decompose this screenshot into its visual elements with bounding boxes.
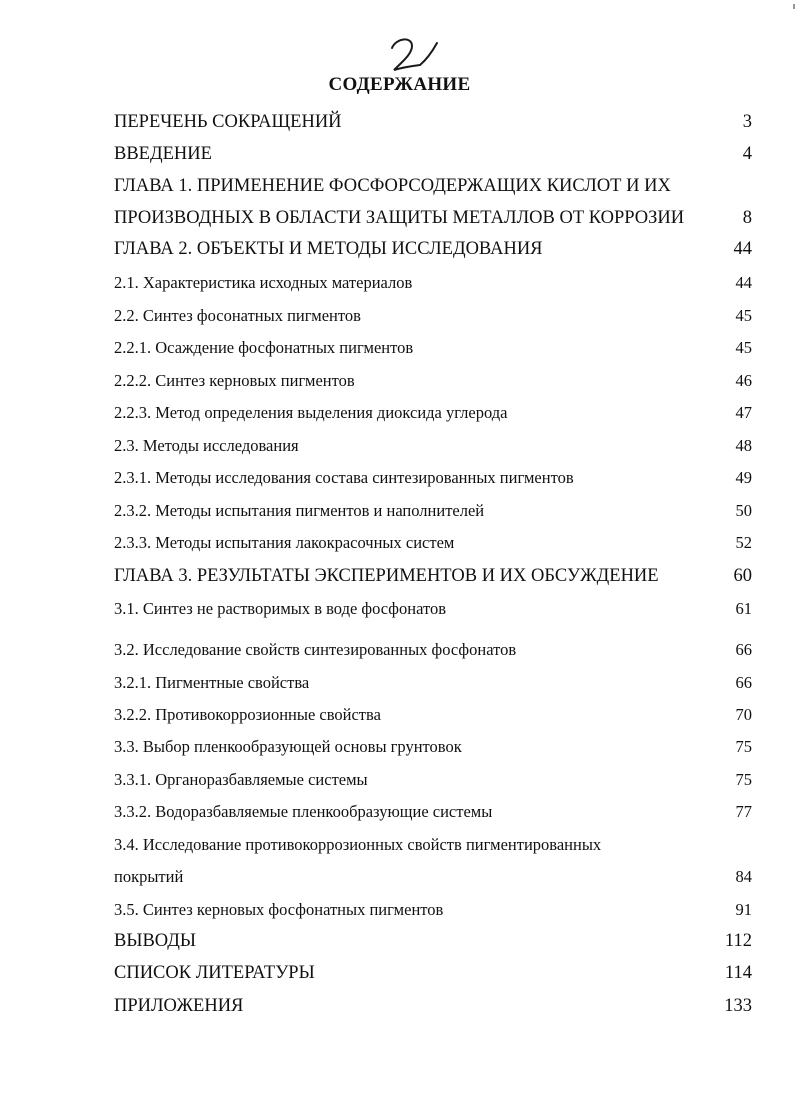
toc-entry-title: 2.2.1. Осаждение фосфонатных пигментов — [114, 338, 414, 357]
toc-entry-page: 66 — [735, 673, 752, 692]
toc-entry-page: 49 — [735, 468, 752, 487]
toc-entry-title: 3.5. Синтез керновых фосфонатных пигментов — [114, 900, 444, 919]
toc-entry-page: 61 — [735, 599, 752, 618]
toc-entry — [114, 400, 752, 426]
toc-entry — [114, 670, 752, 696]
toc-entry-title: ГЛАВА 1. ПРИМЕНЕНИЕ ФОСФОРСОДЕРЖАЩИХ КИСЛОТ И ИХ — [114, 176, 671, 196]
page-title: СОДЕРЖАНИЕ — [328, 74, 471, 95]
toc-entry — [114, 637, 752, 663]
scan-artifact — [793, 4, 795, 9]
toc-entry — [114, 433, 752, 459]
toc-entry — [114, 799, 752, 825]
toc-entry — [114, 734, 752, 760]
toc-entry — [114, 864, 752, 890]
toc-entry-page: 112 — [724, 931, 752, 951]
toc-entry-title: 3.2.2. Противокоррозионные свойства — [114, 705, 381, 724]
toc-entry-title: ГЛАВА 2. ОБЪЕКТЫ И МЕТОДЫ ИССЛЕДОВАНИЯ — [114, 239, 543, 259]
toc-entry-title: 3.2. Исследование свойств синтезированных фосфонатов — [114, 640, 517, 659]
toc-entry-page: 91 — [735, 900, 752, 919]
toc-entry-page: 77 — [735, 802, 752, 821]
toc-entry-page: 44 — [733, 239, 752, 259]
toc-entry-title: 3.1. Синтез не растворимых в воде фосфонатов — [114, 599, 447, 618]
toc-entry-page: 84 — [735, 867, 752, 886]
toc-entry-title: 2.2.2. Синтез керновых пигментов — [114, 371, 355, 390]
toc-entry-page: 3 — [742, 112, 752, 132]
toc-entry-title: 2.2. Синтез фосонатных пигментов — [114, 306, 361, 325]
toc-entry-page: 133 — [724, 996, 752, 1016]
toc-entry-title: 2.3.3. Методы испытания лакокрасочных систем — [114, 533, 455, 552]
toc-entry-title: 3.3.1. Органоразбавляемые системы — [114, 770, 368, 789]
toc-entry-title: покрытий — [114, 867, 184, 886]
toc-entry — [114, 335, 752, 361]
toc-entry — [114, 767, 752, 793]
toc-entry-page: 60 — [733, 566, 752, 586]
toc-entry — [114, 897, 752, 923]
toc-entry — [114, 832, 752, 858]
toc-entry — [114, 303, 752, 329]
toc-entry-title: 2.3.2. Методы испытания пигментов и наполнителей — [114, 501, 485, 520]
toc-entry-page: 75 — [735, 770, 752, 789]
toc-entry-page: 44 — [735, 273, 752, 292]
toc-entry — [114, 993, 752, 1019]
toc-entry-title: 2.2.3. Метод определения выделения диоксида углерода — [114, 403, 508, 422]
toc-entry-title: 2.3.1. Методы исследования состава синтезированных пигментов — [114, 468, 574, 487]
toc-entry — [114, 368, 752, 394]
toc-entry — [114, 270, 752, 296]
toc-entry-title: ПЕРЕЧЕНЬ СОКРАЩЕНИЙ — [114, 112, 342, 132]
toc-entry — [114, 236, 752, 262]
toc-entry-page: 47 — [735, 403, 752, 422]
toc-entry — [114, 141, 752, 167]
toc-entry-page: 8 — [742, 208, 752, 228]
toc-entry-title: 3.4. Исследование противокоррозионных свойств пигментированных — [114, 835, 602, 854]
toc-entry — [114, 702, 752, 728]
toc-entry-title: 2.1. Характеристика исходных материалов — [114, 273, 413, 292]
toc-entry — [114, 498, 752, 524]
toc-entry-title: СПИСОК ЛИТЕРАТУРЫ — [114, 963, 315, 983]
toc-entry-title: 3.3.2. Водоразбавляемые пленкообразующие системы — [114, 802, 493, 821]
toc-entry — [114, 173, 752, 199]
toc-entry — [114, 205, 752, 231]
toc-entry-page: 66 — [735, 640, 752, 659]
toc-entry-page: 45 — [735, 306, 752, 325]
toc-entry-page: 48 — [735, 436, 752, 455]
toc-entry — [114, 530, 752, 556]
toc-entry-title: ГЛАВА 3. РЕЗУЛЬТАТЫ ЭКСПЕРИМЕНТОВ И ИХ ОБСУЖДЕНИЕ — [114, 566, 659, 586]
toc-entry-page: 75 — [735, 737, 752, 756]
toc-entry-page: 46 — [735, 371, 752, 390]
toc-entry — [114, 928, 752, 954]
toc-entry — [114, 465, 752, 491]
toc-entry-page: 70 — [735, 705, 752, 724]
toc-entry-title: ВЫВОДЫ — [114, 931, 197, 951]
toc-entry-title: ВВЕДЕНИЕ — [114, 144, 212, 164]
toc-entry-page: 114 — [724, 963, 752, 983]
toc-entry-title: ПРИЛОЖЕНИЯ — [114, 996, 244, 1016]
toc-entry — [114, 960, 752, 986]
toc-entry-title: 3.3. Выбор пленкообразующей основы грунтовок — [114, 737, 462, 756]
toc-entry — [114, 109, 752, 135]
toc-entry-title: 3.2.1. Пигментные свойства — [114, 673, 310, 692]
toc-entry — [114, 563, 752, 589]
toc-entry-page: 45 — [735, 338, 752, 357]
toc-entry — [114, 596, 752, 622]
toc-entry-page: 4 — [742, 144, 752, 164]
toc-entry-title: 2.3. Методы исследования — [114, 436, 299, 455]
toc-entry-page: 52 — [735, 533, 752, 552]
toc-entry-page: 50 — [735, 501, 752, 520]
toc-entry-title: ПРОИЗВОДНЫХ В ОБЛАСТИ ЗАЩИТЫ МЕТАЛЛОВ ОТ КОРРОЗИИ — [114, 208, 685, 228]
